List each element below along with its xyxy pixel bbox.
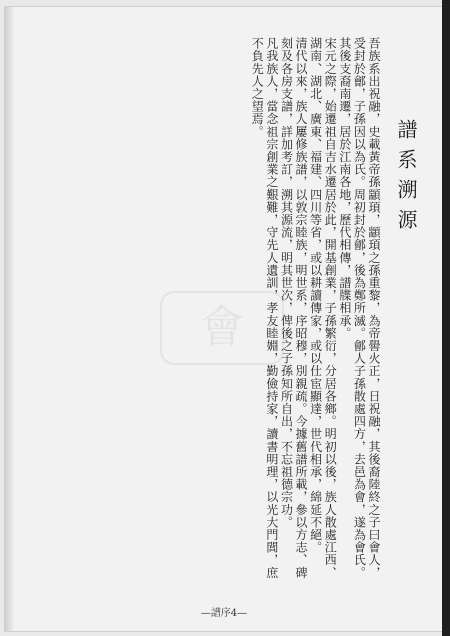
body-paragraph-4: 凡我族人，當念祖宗創業之艱難，守先人遺訓，孝友睦婣，勤儉持家，讀書明理，以光大門閭，庶不負先人之望焉。 <box>250 37 279 579</box>
page-title: 譜系溯源 <box>394 119 418 239</box>
body-paragraph-2: 宋元之際，始遷祖自吉水遷居於此，開基創業，子孫繁衍，分居各鄉。明初以後，族人散處江西、湖南、湖北、廣東、福建、四川等省，或以耕讀傳家，或以仕宦顯達，世代相承，綿延不絕。 <box>308 37 338 579</box>
page-fold-shadow <box>5 7 15 631</box>
faint-watermark-stamp: 會 <box>160 291 284 365</box>
page-footer: —譜序4— <box>200 608 248 619</box>
scan-right-edge <box>442 0 450 636</box>
document-page <box>4 6 444 632</box>
body-paragraph-3: 清代以來，族人屢修族譜，以敦宗睦族，明世系，序昭穆，別親疏。今據舊譜所載，參以方志、碑刻及各房支譜，詳加考訂，溯其源流，明其世次，俾後之子孫知所自出，不忘祖德宗功。 <box>279 37 309 579</box>
body-paragraph-1: 吾族系出祝融，史載黃帝孫顓頊，顓頊之孫重黎，為帝嚳火正，日祝融，其後裔陸終之子曰會人，受封於鄶，子孫因以為氏。周初封於鄶，後為鄭所滅。鄶人子孫散處四方，去邑為會，遂為會氏。其後支裔南遷，居於江南各地，歷代相傳，譜牒相承。 <box>337 37 381 579</box>
